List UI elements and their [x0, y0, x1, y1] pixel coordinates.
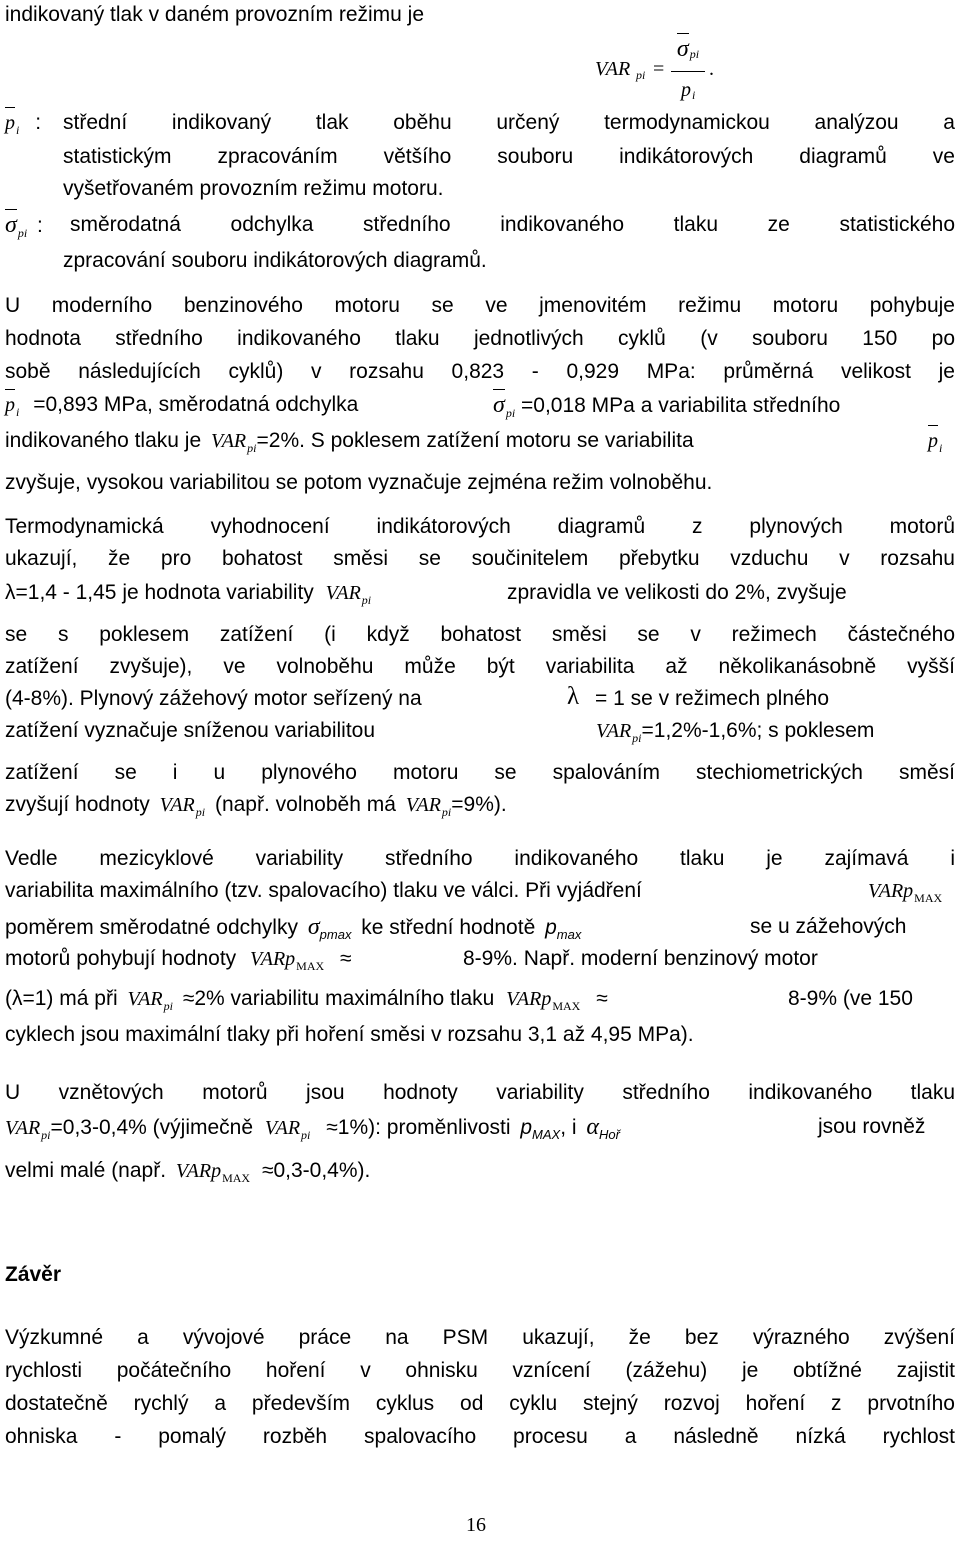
def-pi-line: statistickým zpracováním většího souboru indikátorových diagramů ve: [63, 145, 955, 168]
para2-line: ukazují, že pro bohatost směsi se součinitelem přebytku vzduchu v rozsahu: [5, 547, 955, 570]
para2-line: zpravidla ve velikosti do 2%, zvyšuje: [507, 581, 847, 604]
para2-line: zatížení se i u plynového motoru se spalováním stechiometrických směsí: [5, 761, 955, 784]
para4-line: $VAR_{pi}=0,3-0,4\%$ (výjimečně $VAR_{pi} \approx 1\%$): proměnlivosti $p_{MAX}$, i $\alpha_{Hoř}$: [5, 1114, 620, 1142]
para2-line: zvyšují hodnoty $VAR_{pi}$ (např. volnoběh má $VAR_{pi}=9\%$).: [5, 793, 507, 819]
para3-line: (λ=1) má při $VAR_{pi} \approx 2\%$ variabilitu maximálního tlaku VARp$_{MAX}$ ≈: [5, 987, 608, 1013]
para1-line: hodnota středního indikovaného tlaku jednotlivých cyklů (v souboru 150 po: [5, 327, 955, 350]
para3-line: variabilita maximálního (tzv. spalovacího) tlaku ve válci. Při vyjádření: [5, 879, 642, 902]
para3-line: poměrem směrodatné odchylky $\sigma_{pmax}$ ke střední hodnotě $p_{max}$: [5, 914, 582, 942]
para1-line: $p_i =0,893$ MPa, směrodatná odchylka: [5, 393, 359, 419]
conclusion-line: ohniska - pomalý rozběh spalovacího procesu a následně nízká rychlost: [5, 1425, 955, 1448]
para2-line: zatížení zvyšuje), ve volnoběhu může být variabilita až několikanásobně vyšší: [5, 655, 955, 678]
para2-line: $VAR_{pi}=1,2\%-1,6\%$; s poklesem: [596, 719, 875, 745]
para3-line: Vedle mezicyklové variability středního indikovaného tlaku je zajímavá i: [5, 847, 955, 870]
conclusion-line: Výzkumné a vývojové práce na PSM ukazují, že bez výrazného zvýšení: [5, 1326, 955, 1349]
def-pi-line: vyšetřovaném provozním režimu motoru.: [63, 177, 444, 200]
para1-line: $p_i$: [928, 430, 943, 455]
para1-line: U moderního benzinového motoru se ve jmenovitém režimu motoru pohybuje: [5, 294, 955, 317]
def-sigma-symbol: $\sigma_{pi}$ :: [5, 212, 43, 240]
para2-line: zatížení vyznačuje sníženou variabilitou: [5, 719, 376, 742]
section-heading: Závěr: [5, 1263, 62, 1286]
conclusion-line: rychlosti počátečního hoření v ohnisku vznícení (zážehu) je obtížné zajistit: [5, 1359, 955, 1382]
def-sigma-line: zpracování souboru indikátorových diagramů.: [63, 249, 487, 272]
para2-line: λ=1,4 - 1,45 je hodnota variability $VAR_{pi}$: [5, 581, 372, 607]
para1-line: zvyšuje, vysokou variabilitou se potom vyznačuje zejména režim volnoběhu.: [5, 471, 713, 494]
para4-line: velmi malé (např. VARp$_{MAX}$ ≈0,3-0,4%).: [5, 1159, 371, 1185]
para3-line: se u zážehových: [750, 915, 907, 938]
para4-line: jsou rovněž: [818, 1115, 926, 1138]
para3-line: cyklech jsou maximální tlaky při hoření směsi v rozsahu 3,1 až 4,95 MPa).: [5, 1023, 694, 1046]
para1-line: indikovaného tlaku je $VAR_{pi}=2\%$. S poklesem zatížení motoru se variabilita: [5, 429, 694, 455]
def-sigma-line: směrodatná odchylka středního indikovaného tlaku ze statistického: [70, 213, 955, 236]
para2-line: Termodynamická vyhodnocení indikátorových diagramů z plynových motorů: [5, 515, 955, 538]
para2-line: = 1 se v režimech plného: [595, 687, 830, 710]
def-pi-symbol: $p_i$ :: [5, 111, 42, 137]
para3-line: motorů pohybují hodnoty VARp$_{MAX}$ ≈: [5, 947, 352, 973]
text-line: indikovaný tlak v daném provozním režimu je: [5, 3, 425, 26]
para1-line: $\sigma_{pi} =0,018$ MPa a variabilita středního: [493, 392, 841, 420]
para2-line: (4-8%). Plynový zážehový motor seřízený na: [5, 687, 422, 710]
para4-line: U vznětových motorů jsou hodnoty variability středního indikovaného tlaku: [5, 1081, 955, 1104]
para3-line: 8-9% (ve 150: [788, 987, 913, 1010]
para1-line: sobě následujících cyklů) v rozsahu 0,823 - 0,929 MPa: průměrná velikost je: [5, 360, 955, 383]
para3-line: VARp$_{MAX}$: [868, 880, 943, 905]
lambda-symbol: λ: [567, 683, 580, 710]
conclusion-line: dostatečně rychlý a především cyklus od cyklu stejný rozvoj hoření z prvotního: [5, 1392, 955, 1415]
para2-line: se s poklesem zatížení (i když bohatost směsi se v režimech částečného: [5, 623, 955, 646]
def-pi-line: střední indikovaný tlak oběhu určený termodynamickou analýzou a: [63, 111, 955, 134]
page-number: 16: [466, 1514, 486, 1536]
para3-line: 8-9%. Např. moderní benzinový motor: [463, 947, 818, 970]
